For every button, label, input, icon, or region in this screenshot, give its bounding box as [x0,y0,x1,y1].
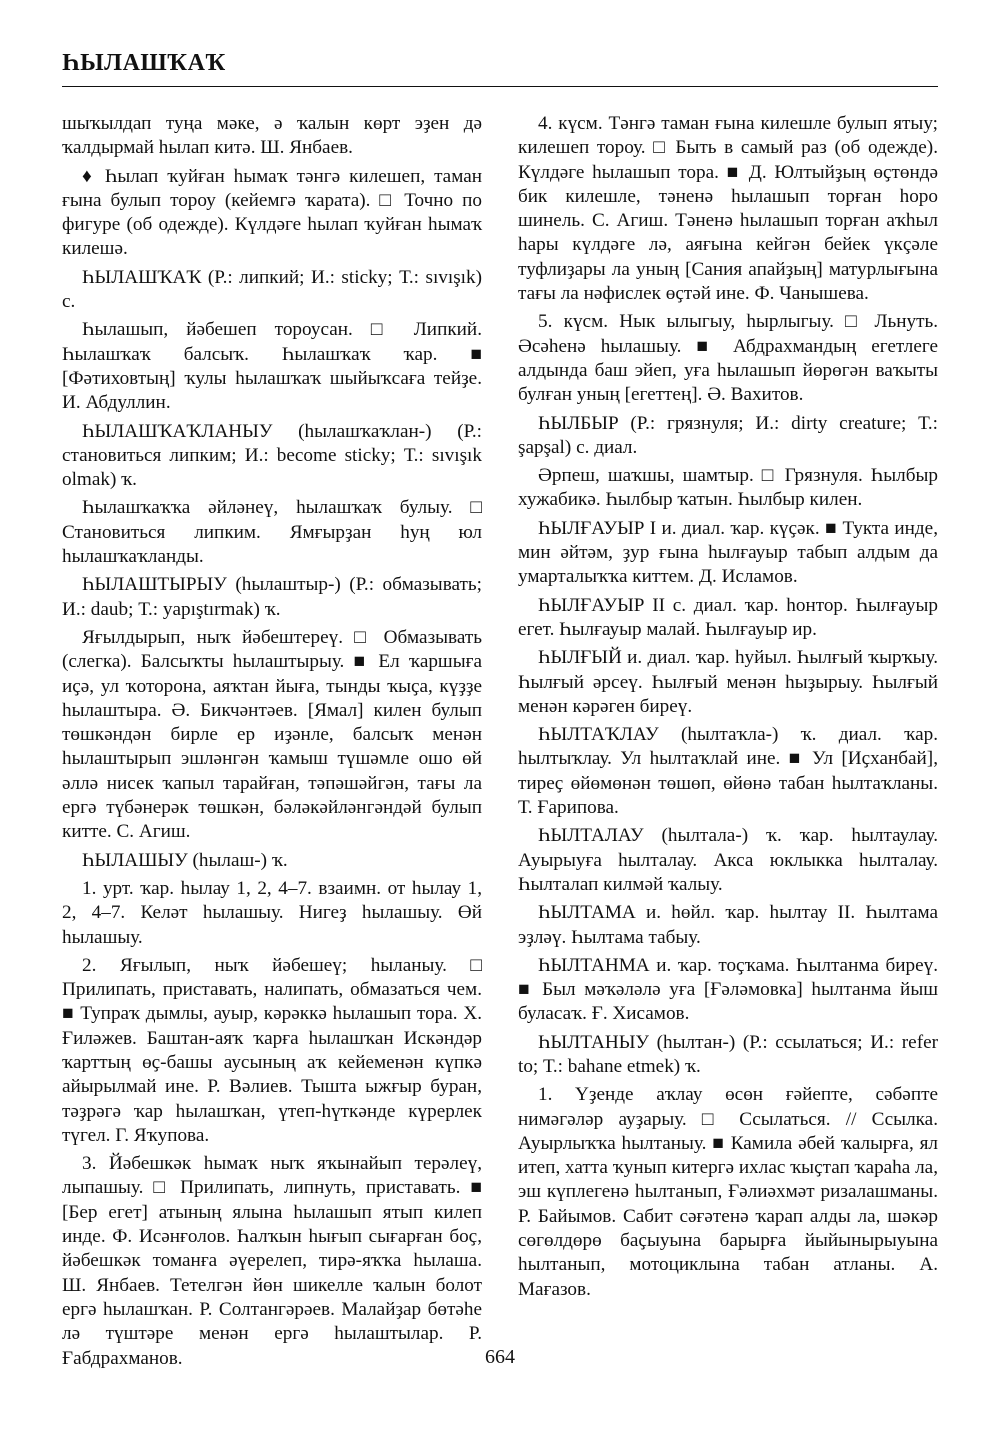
dictionary-paragraph: Әрпеш, шаҡшы, шамтыр. □ Грязнуля. Һылбыр хужабикә. Һылбыр ҡатын. Һылбыр килен. [518,465,938,511]
dictionary-paragraph: ҺЫЛАШТЫРЫУ (һылаштыр-) (Р.: обмазывать; И.: daub; Т.: yapıştırmak) ҡ. [62,574,482,620]
dictionary-paragraph: ҺЫЛАШҠАҠЛАНЫУ (һылашҡаҡлан-) (Р.: становиться липким; И.: become sticky; Т.: sıvışık olmak) ҡ. [62,420,482,491]
dictionary-paragraph: ҺЫЛТАМА и. һөйл. ҡар. һылтау II. Һылтама эҙләү. Һылтама табыу. [518,902,938,948]
dictionary-paragraph: ♦ Һылап ҡуйған һымаҡ тәнгә килешеп, таман ғына булып тороу (кейемгә ҡарата). □ Точно по фигуре (об одежде). Күлдәге һылап ҡуйған һымаҡ килешә. [62,165,482,260]
left-column [62,112,482,1375]
dictionary-paragraph: ҺЫЛҒЫЙ и. диал. ҡар. һуйыл. Һылғый ҡырҡыу. Һылғый әрсеү. Һылғый менән һыҙырыу. Һылғый менән кәрәген биреү. [518,647,938,717]
dictionary-paragraph: шыҡылдап туңа мәке, ә ҡалын көрт эҙен дә ҡалдырмай һылап китә. Ш. Янбаев. [62,113,482,159]
dictionary-paragraph: ҺЫЛҒАУЫР II с. диал. ҡар. һонтор. Һылғауыр егет. Һылғауыр малай. Һылғауыр ир. [518,594,938,640]
right-column [518,112,938,1306]
dictionary-paragraph: Һылашҡаҡҡа әйләнеү, һылашҡаҡ булыу. □ Становиться липким. Ямғырҙан һуң юл һылашҡаҡланды. [62,497,482,568]
dictionary-paragraph: 1. урт. ҡар. һылау 1, 2, 4–7. взаимн. от һылау 1, 2, 4–7. Келәт һылашыу. Нигеҙ һылашыу. Өй һылашыу. [62,877,482,948]
header-rule [62,86,938,87]
dictionary-paragraph: 2. Яғылып, ныҡ йәбешеү; һыланыу. □ Прилипать, приставать, налипать, обмазаться чем. ■ Тупраҡ дымлы, ауыр, кәрәккә һылашып тора. Х. Ғиләжев. Баштан-аяҡ ҡарға һылашҡан Искәндәр ҡарттың өҫ-башы аусының аҡ кейеменән күпкә айырылмай ине. Р. Вәлиев. Тышта ыжғыр буран, тәҙрәгә ҡар һылашҡан, үтеп-һүткәнде күрерлек түгел. Г. Яҡупова. [62,954,482,1146]
dictionary-paragraph: ҺЫЛҒАУЫР I и. диал. ҡар. күҫәк. ■ Тукта инде, мин әйтәм, ҙур ғына һылғауыр табып алдым да умарталыҡҡа киттем. Д. Исламов. [518,517,938,588]
page-number: 664 [485,1346,515,1368]
dictionary-paragraph: ҺЫЛАШҠАҠ (Р.: липкий; И.: sticky; Т.: sıvışık) с. [62,266,482,313]
dictionary-paragraph: ҺЫЛТАНЫУ (һылтан-) (Р.: ссылаться; И.: refer to; Т.: bahane etmek) ҡ. [518,1031,938,1077]
running-head: ҺЫЛАШҠАҠ [62,50,226,76]
dictionary-paragraph: ҺЫЛТАНМА и. ҡар. тоҫҡама. Һылтанма биреү. ■ Был мәҡәләлә уға [Ғәләмовка] һылтанма йыш буласаҡ. Ғ. Хисамов. [518,954,938,1025]
dictionary-paragraph: 4. күсм. Тәнгә таман ғына килешле булып ятыу; килешеп тороу. □ Быть в самый раз (об одежде). Күлдәге һылашып тора. ■ Д. Юлтыйҙың өҫтөндә бик килешле, тәненә һылашып торған һоро шинель. С. Агиш. Тәненә һылашып торған аҡһыл һары күлдәге лә, аяғына кейгән бейек үкçәле туфлиҙары ла уның [Сания апайҙың] матурлығына тағы ла нәфислек өҫтәй ине. Ф. Чанышева. [518,113,938,305]
dictionary-paragraph: ҺЫЛТАҠЛАУ (һылтаҡла-) ҡ. диал. ҡар. һылтыҡлау. Ул һылтаҡлай ине. ■ Ул [Иҫханбай], тиреҫ өйөмөнән төшөп, өйөнә табан һылтаҡланы. Т. Ғарипова. [518,724,938,819]
dictionary-paragraph: ҺЫЛАШЫУ (һылаш-) ҡ. [82,849,288,871]
dictionary-paragraph: Һылашып, йәбешеп тороусан. □ Липкий. Һылашҡаҡ балсыҡ. Һылашҡаҡ ҡар. ■ [Фәтиховтың] ҡулы һылашҡаҡ шыйыҡсаға тейҙе. И. Абдуллин. [62,319,482,414]
dictionary-paragraph: 1. Үҙенде аҡлау өсөн ғәйепте, сәбәпте нимәгәләр ауҙарыу. □ Ссылаться. // Ссылка. Ауырлыҡҡа һылтаныу. ■ Камила әбей ҡалырға, ял итеп, хатта ҡунып китергә ихлас ҡыҫтап ҡараһа ла, эш күплегенә һылтанып, Ғәлиәхмәт ризалашманы. Р. Байымов. Сабит сәғәтенә ҡарап алды ла, шәкәр сөгөлдөрө баҫыуына барырға йыйынырыуына һылтанып, мотоциклына табан атланы. А. Мағазов. [518,1084,938,1300]
dictionary-paragraph: Яғылдырып, ныҡ йәбештереү. □ Обмазывать (слегка). Балсыҡты һылаштырыу. ■ Ел ҡаршығa иҫә, ул ҡоторона, аяҡтан йыға, тынды ҡыҫа, күҙҙе һылаштыра. Ә. Бикчәнтәев. [Ямал] килен булып төшкәндән бирле ер иҙәнле, балсыҡ менән һылаштырып эшләнгән ҡамыш түшәмле ошо өй әллә нисек ҡапыл тарайған, тәпәшәйгән, тағы ла ергә түбәнерәк төшкән, бәләкәйләнгәндәй булып китте. С. Агиш. [62,626,482,843]
dictionary-paragraph: 3. Йәбешкәк һымаҡ ныҡ яҡынайып терәлеү, лыпашыу. □ Прилипать, липнуть, приставать. ■ [Бер егет] атының ялына һылашып ятып килеп инде. Ф. Исәнғолов. Һалҡын һығып сығарған боҫ, йәбешкәк томанға әүерелеп, тирә-яҡҡа һылаша. Ш. Янбаев. Тетелгән йөн шикелле ҡалын болот ергә һылашҡан. Р. Солтангәрәев. Малайҙар бөтәһе лә түштәре менән ергә һылаштылар. Р. Ғабдрахманов. [62,1153,482,1369]
dictionary-paragraph: ҺЫЛТАЛАУ (һылтала-) ҡ. ҡар. һылтаулау. Ауырыуға һылталау. Акса юклыкка һылталау. Һылталап килмәй ҡалыу. [518,825,938,895]
dictionary-paragraph: 5. күсм. Нык ылыгыу, һырлыгыу. □ Льнуть. Әсәһенә һылашыу. ■ Абдрахмандың егетлеге алдында баш эйеп, уға һылашып йөрөгән ваҡыты булған уның [егеттең]. Ә. Вахитов. [518,311,938,406]
dictionary-paragraph: ҺЫЛБЫР (Р.: грязнуля; И.: dirty creature; Т.: şapşal) с. диал. [518,412,938,458]
